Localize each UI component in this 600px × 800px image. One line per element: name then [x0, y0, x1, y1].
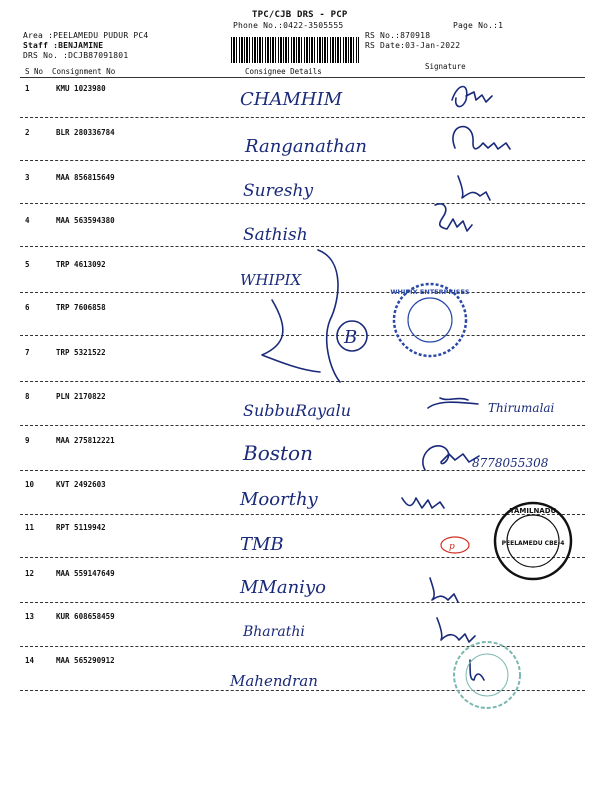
row-consignment: MAA 563594380	[56, 216, 115, 225]
handwritten-phone: 8778055308	[472, 456, 549, 470]
row-sno: 12	[25, 569, 35, 578]
ditto-bracket	[318, 250, 340, 382]
row-consignment: TRP 5321522	[56, 348, 106, 357]
handwritten-consignee: Mahendran	[230, 672, 318, 690]
row-sno: 5	[25, 260, 30, 269]
signature-mark	[402, 498, 444, 508]
row-consignment: TRP 7606858	[56, 303, 106, 312]
red-circled-mark	[441, 537, 469, 553]
handwritten-consignee: Boston	[243, 441, 313, 465]
ditto-bracket	[262, 300, 320, 372]
row-sno: 13	[25, 612, 35, 621]
row-sno: 10	[25, 480, 35, 489]
column-header-consignee: Consignee Details	[245, 67, 322, 76]
rs-date: RS Date:03-Jan-2022	[365, 41, 461, 50]
row-consignment: MAA 856815649	[56, 173, 115, 182]
signature-mark	[430, 578, 458, 602]
column-header-consignment: Consignment No	[52, 67, 116, 76]
signature-mark	[423, 446, 479, 470]
row-consignment: TRP 4613092	[56, 260, 106, 269]
row-consignment: MAA 275812221	[56, 436, 115, 445]
handwritten-consignee: Sathish	[243, 225, 308, 245]
circled-letter-glyph: B	[344, 327, 358, 348]
handwritten-consignee: CHAMHIM	[240, 89, 343, 110]
stamp-text: TAMILNADU	[509, 507, 557, 515]
handwritten-consignee: WHIPIX	[240, 271, 302, 289]
page-number: Page No.:1	[453, 21, 504, 30]
row-sno: 11	[25, 523, 35, 532]
row-consignment: KUR 608658459	[56, 612, 115, 621]
row-sno: 8	[25, 392, 30, 401]
red-mark-glyph: p	[449, 542, 455, 552]
row-sno: 4	[25, 216, 30, 225]
handwritten-consignee: TMB	[240, 534, 284, 555]
stamp-text: WHIPIX ENTERPRISES	[390, 288, 470, 296]
row-sno: 9	[25, 436, 30, 445]
signature-mark	[428, 398, 478, 408]
signature-mark	[435, 204, 472, 231]
handwritten-consignee: Ranganathan	[245, 136, 368, 157]
row-sno: 3	[25, 173, 30, 182]
handwritten-consignee: Sureshy	[243, 181, 314, 201]
row-sno: 7	[25, 348, 30, 357]
row-consignment: RPT 5119942	[56, 523, 106, 532]
row-sno: 1	[25, 84, 30, 93]
stamp-faded	[450, 638, 525, 713]
row-consignment: MAA 565290912	[56, 656, 115, 665]
handwritten-name: Thirumalai	[488, 401, 555, 415]
area-label: Area :PEELAMEDU PUDUR PC4	[23, 31, 149, 40]
signature-mark	[458, 176, 490, 200]
row-consignment: KMU 1023980	[56, 84, 106, 93]
stamp-tamilnadu	[492, 500, 574, 582]
row-sno: 2	[25, 128, 30, 137]
column-header-sno: S No	[25, 67, 44, 76]
column-header-signature: Signature	[425, 62, 466, 71]
signature-mark	[453, 127, 510, 149]
phone-number: Phone No.:0422-3505555	[233, 21, 344, 30]
row-consignment: MAA 559147649	[56, 569, 115, 578]
row-sno: 6	[25, 303, 30, 312]
signature-mark	[452, 87, 492, 107]
row-sno: 14	[25, 656, 35, 665]
stamp-whipix	[390, 280, 470, 360]
row-consignment: PLN 2170822	[56, 392, 106, 401]
row-consignment: BLR 280336784	[56, 128, 115, 137]
row-consignment: KVT 2492603	[56, 480, 106, 489]
handwritten-consignee: SubbuRayalu	[243, 401, 352, 420]
stamp-text: PEELAMEDU CBE-4	[501, 540, 565, 547]
rs-number: RS No.:870918	[365, 31, 431, 40]
staff-label: Staff :BENJAMINE	[23, 41, 104, 50]
handwritten-consignee: MManiyo	[240, 577, 326, 598]
handwritten-consignee: Moorthy	[240, 489, 318, 510]
drs-number: DRS No. :DCJB87091801	[23, 51, 129, 60]
handwritten-consignee: Bharathi	[243, 624, 305, 640]
report-title: TPC/CJB DRS - PCP	[252, 10, 348, 20]
